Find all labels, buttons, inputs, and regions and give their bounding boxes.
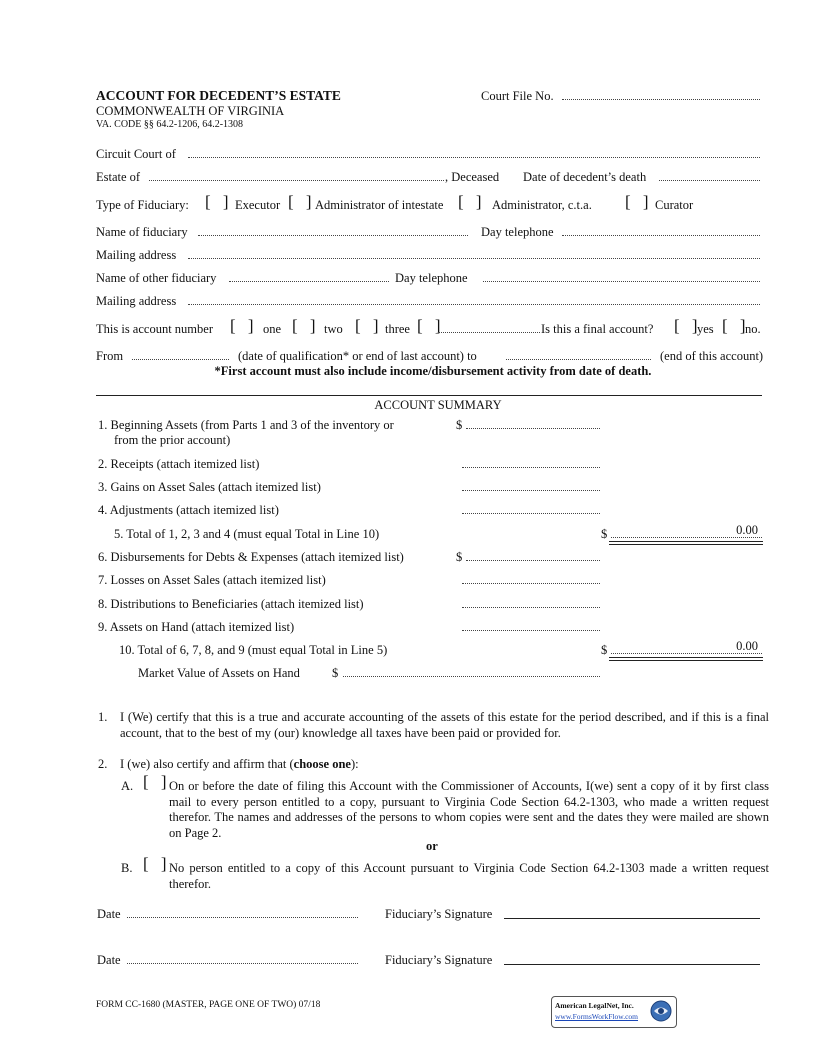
fiduciary-signature1-label: Fiduciary’s Signature <box>385 907 493 921</box>
account-other-checkbox[interactable]: [ ] <box>417 316 445 335</box>
date1-label: Date <box>97 907 121 921</box>
account-three-checkbox[interactable]: [ ] <box>355 316 383 335</box>
line6-amount-field[interactable] <box>466 560 600 561</box>
other-fiduciary-field[interactable] <box>229 281 389 282</box>
end-desc-label: (end of this account) <box>660 349 764 363</box>
line9-amount-field[interactable] <box>462 630 600 631</box>
summary-line8: 8. Distributions to Beneficiaries (attach itemized list) <box>98 597 364 611</box>
other-mailing-address-label: Mailing address <box>96 294 177 308</box>
line5-dollar: $ <box>601 527 608 541</box>
line8-amount-field[interactable] <box>462 607 600 608</box>
curator-label: Curator <box>655 198 694 212</box>
fiduciary-signature2-label: Fiduciary’s Signature <box>385 953 493 967</box>
line10-double-rule-2 <box>609 660 763 661</box>
summary-line5: 5. Total of 1, 2, 3 and 4 (must equal Total in Line 10) <box>114 527 380 541</box>
form-title: ACCOUNT FOR DECEDENT’S ESTATE <box>96 88 341 103</box>
date2-label: Date <box>97 953 121 967</box>
option-b-text: No person entitled to a copy of this Account pursuant to Virginia Code Section 64.2-1303 made a written request therefor. <box>169 861 769 891</box>
circuit-court-field[interactable] <box>188 157 760 158</box>
fiduciary-signature1-field[interactable] <box>504 918 760 919</box>
final-no-checkbox[interactable]: [ ] <box>722 316 750 335</box>
account-two-label: two <box>324 322 343 336</box>
mailing-address-label: Mailing address <box>96 248 177 262</box>
line10-total-field[interactable] <box>611 653 762 654</box>
option-b-checkbox[interactable]: [ ] <box>143 854 171 873</box>
legalnet-logo <box>551 996 677 1028</box>
line10-dollar: $ <box>601 643 608 657</box>
estate-of-label: Estate of <box>96 170 141 184</box>
section-divider <box>96 395 762 396</box>
line3-amount-field[interactable] <box>462 490 600 491</box>
account-one-label: one <box>263 322 282 336</box>
final-yes-label: yes <box>697 322 714 336</box>
summary-line7: 7. Losses on Asset Sales (attach itemized list) <box>98 573 326 587</box>
market-value-field[interactable] <box>343 676 600 677</box>
cert-item2-pre: I (we) also certify and affirm that ( <box>120 757 294 771</box>
form-id: FORM CC-1680 (MASTER, PAGE ONE OF TWO) 07/18 <box>96 1000 321 1010</box>
circuit-court-label: Circuit Court of <box>96 147 176 161</box>
final-yes-checkbox[interactable]: [ ] <box>674 316 702 335</box>
fiduciary-signature2-field[interactable] <box>504 964 760 965</box>
summary-line1a: 1. Beginning Assets (from Parts 1 and 3 of the inventory or <box>98 418 394 432</box>
commonwealth-label: COMMONWEALTH OF VIRGINIA <box>96 104 285 118</box>
day-telephone-label: Day telephone <box>481 225 554 239</box>
line5-total-field[interactable] <box>611 537 762 538</box>
summary-line2: 2. Receipts (attach itemized list) <box>98 457 260 471</box>
cert-item2-post: ): <box>350 757 359 771</box>
cert-item2-text <box>120 757 359 772</box>
account-other-field[interactable] <box>438 332 540 333</box>
date-of-death-label: Date of decedent’s death <box>523 170 647 184</box>
summary-line6: 6. Disbursements for Debts & Expenses (attach itemized list) <box>98 550 404 564</box>
or-label: or <box>426 839 438 853</box>
logo-website[interactable]: www.FormsWorkFlow.com <box>555 1012 639 1021</box>
day-telephone-field[interactable] <box>562 235 760 236</box>
account-number-label: This is account number <box>96 322 213 336</box>
option-a-text: On or before the date of filing this Account with the Commissioner of Accounts, I(we) sent a copy of it by first class mail to every person entitled to a copy, pursuant to Virginia Code Section 64.2-1303, who made a written request therefor. The names and addresses of the persons to whom copies were sent and the dates they were mailed are shown on Page 2. <box>169 779 769 840</box>
market-value-dollar: $ <box>332 666 339 680</box>
line5-double-rule-1 <box>609 541 763 542</box>
admin-cta-checkbox[interactable]: [ ] <box>458 192 486 211</box>
to-date-field[interactable] <box>506 359 651 360</box>
summary-line3: 3. Gains on Asset Sales (attach itemized list) <box>98 480 321 494</box>
option-a-label: A. <box>121 779 134 793</box>
summary-line1b: from the prior account) <box>114 433 231 447</box>
line6-dollar: $ <box>456 550 463 564</box>
logo-company: American LegalNet, Inc. <box>555 1001 634 1010</box>
line2-amount-field[interactable] <box>462 467 600 468</box>
account-summary-heading: ACCOUNT SUMMARY <box>374 398 502 412</box>
final-account-label: Is this a final account? <box>541 322 654 336</box>
from-label: From <box>96 349 124 363</box>
court-file-label: Court File No. <box>481 89 554 103</box>
line4-amount-field[interactable] <box>462 513 600 514</box>
from-desc-label: (date of qualification* or end of last account) to <box>238 349 477 363</box>
date1-field[interactable] <box>127 917 358 918</box>
line7-amount-field[interactable] <box>462 583 600 584</box>
cert-item2-number: 2. <box>98 757 108 771</box>
deceased-label: , Deceased <box>445 170 500 184</box>
name-of-fiduciary-field[interactable] <box>198 235 468 236</box>
other-day-telephone-label: Day telephone <box>395 271 468 285</box>
cert-item2-bold: choose one <box>293 757 351 771</box>
account-two-checkbox[interactable]: [ ] <box>292 316 320 335</box>
from-date-field[interactable] <box>132 359 229 360</box>
name-of-fiduciary-label: Name of fiduciary <box>96 225 188 239</box>
date-of-death-field[interactable] <box>659 180 760 181</box>
market-value-label: Market Value of Assets on Hand <box>138 666 300 680</box>
summary-line4: 4. Adjustments (attach itemized list) <box>98 503 279 517</box>
final-no-label: no. <box>745 322 761 336</box>
line10-total-value: 0.00 <box>736 639 758 653</box>
line1-dollar: $ <box>456 418 463 432</box>
other-mailing-address-field[interactable] <box>188 304 760 305</box>
account-three-label: three <box>385 322 410 336</box>
court-file-field[interactable] <box>562 99 760 100</box>
summary-line9: 9. Assets on Hand (attach itemized list) <box>98 620 295 634</box>
line5-total-value: 0.00 <box>736 523 758 537</box>
estate-of-field[interactable] <box>149 180 444 181</box>
first-account-note: *First account must also include income/disbursement activity from date of death. <box>214 364 652 378</box>
cert-item1-number: 1. <box>98 710 108 724</box>
cert-item1-text: I (We) certify that this is a true and accurate accounting of the assets of this estate for the period described, and if this is a final account, that to the best of my (our) knowledge all taxes have been paid or provided for. <box>120 710 769 740</box>
va-code-label: VA. CODE §§ 64.2-1206, 64.2-1308 <box>96 119 244 130</box>
executor-label: Executor <box>235 198 281 212</box>
other-day-telephone-field[interactable] <box>483 281 760 282</box>
admin-cta-label: Administrator, c.t.a. <box>492 198 592 212</box>
executor-checkbox[interactable]: [ ] <box>205 192 233 211</box>
date2-field[interactable] <box>127 963 358 964</box>
type-of-fiduciary-label: Type of Fiduciary: <box>96 198 189 212</box>
option-a-checkbox[interactable]: [ ] <box>143 772 171 791</box>
line10-double-rule-1 <box>609 657 763 658</box>
account-one-checkbox[interactable]: [ ] <box>230 316 258 335</box>
other-fiduciary-label: Name of other fiduciary <box>96 271 217 285</box>
option-b-label: B. <box>121 861 133 875</box>
mailing-address-field[interactable] <box>188 258 760 259</box>
line1-amount-field[interactable] <box>466 428 600 429</box>
summary-line10: 10. Total of 6, 7, 8, and 9 (must equal Total in Line 5) <box>119 643 388 657</box>
globe-icon <box>650 1000 672 1022</box>
admin-intestate-label: Administrator of intestate <box>315 198 444 212</box>
line5-double-rule-2 <box>609 544 763 545</box>
curator-checkbox[interactable]: [ ] <box>625 192 653 211</box>
admin-intestate-checkbox[interactable]: [ ] <box>288 192 316 211</box>
